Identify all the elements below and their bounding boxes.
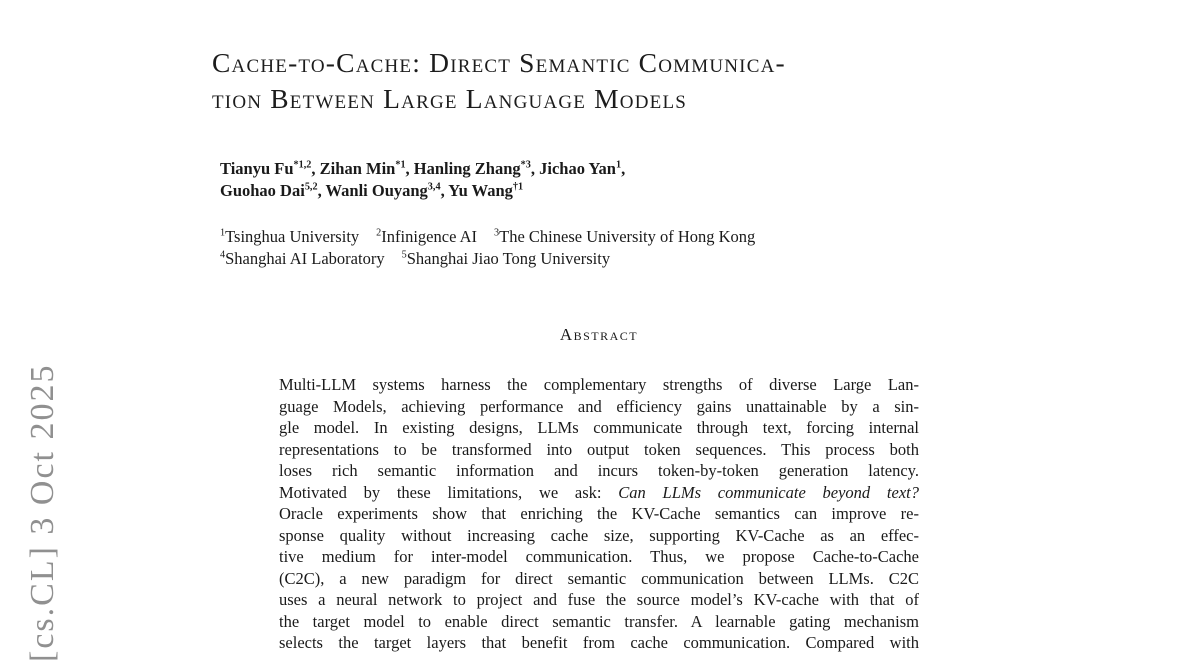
affiliation: $^5$Shanghai Jiao Tong University: [401, 249, 611, 268]
affiliation: $^2$Infinigence AI: [376, 227, 478, 246]
author-affiliation-marker: 5,2: [304, 181, 318, 192]
abstract-line: sponse quality without increasing cache size, supporting KV-Cache as an effec-: [279, 525, 919, 545]
abstract-line: tive medium for inter-model communication. Thus, we propose Cache-to-Cache: [279, 547, 919, 566]
author: Hanling Zhang$^{*3}$,: [413, 159, 540, 178]
author: Zihan Min$^{*1}$,: [319, 159, 414, 178]
abstract-line: loses rich semantic information and incurs token-by-token generation latency.: [279, 461, 919, 480]
arxiv-watermark: [cs.CL] 3 Oct 2025: [24, 363, 61, 662]
abstract-heading: Abstract: [559, 325, 639, 344]
abstract-line: Motivated by these limitations, we ask: Can LLMs communicate beyond text?: [279, 482, 919, 502]
author: Jichao Yan$^1$,: [539, 159, 626, 178]
abstract-line: gle model. In existing designs, LLMs communicate through text, forcing internal: [279, 418, 919, 437]
abstract-line: guage Models, achieving performance and efficiency gains unattainable by a sin-: [279, 396, 919, 416]
author-affiliation-marker: *1,2: [293, 159, 312, 171]
author-affiliation-marker: †1: [512, 181, 524, 192]
abstract-line: representations to be transformed into output token sequences. This process both: [279, 439, 919, 459]
affiliations-line1: [220, 226, 755, 248]
authors-line2: [220, 180, 625, 202]
authors: [220, 158, 625, 201]
affiliation: $^1$Tsinghua University: [220, 227, 360, 246]
author-affiliation-marker: 3,4: [427, 181, 441, 192]
abstract-body: [279, 374, 919, 654]
author-affiliation-marker: *3: [520, 159, 531, 171]
affiliation-marker: 4: [220, 249, 226, 261]
abstract-line: uses a neural network to project and fuse the source model’s KV-cache with that of: [279, 590, 919, 609]
author-affiliation-marker: *1: [395, 159, 406, 171]
abstract-line: selects the target layers that benefit from cache communication. Compared with: [279, 633, 919, 652]
abstract-line: Multi-LLM systems harness the complementary strengths of diverse Large Lan-: [279, 375, 919, 394]
paper-title-line1: Cache-to-Cache: Direct Semantic Communica-: [212, 47, 786, 78]
affiliation-marker: 2: [376, 227, 382, 239]
author-affiliation-marker: 1: [615, 159, 622, 171]
affiliations-line2: [220, 248, 755, 270]
abstract-line: Oracle experiments show that enriching the KV-Cache semantics can improve re-: [279, 504, 919, 523]
paper-title: [212, 45, 786, 117]
affiliation: $^3$The Chinese University of Hong Kong: [494, 227, 756, 246]
paper-title-line2: tion Between Large Language Models: [212, 83, 688, 114]
affiliation: $^4$Shanghai AI Laboratory: [220, 249, 385, 268]
abstract-line: (C2C), a new paradigm for direct semantic communication between LLMs. C2C: [279, 568, 919, 588]
affiliations: [220, 226, 755, 270]
abstract-line: the target model to enable direct semantic transfer. A learnable gating mechanism: [279, 611, 919, 631]
author: Yu Wang$^{\dagger 1}$: [448, 180, 524, 200]
affiliation-marker: 3: [494, 227, 500, 239]
affiliation-marker: 1: [220, 227, 226, 239]
author: Wanli Ouyang$^{3,4}$,: [325, 180, 449, 200]
author: Tianyu Fu$^{*1,2}$,: [220, 159, 320, 178]
authors-line1: [220, 158, 625, 180]
affiliation-marker: 5: [401, 249, 407, 261]
author: Guohao Dai$^{5,2}$,: [220, 180, 326, 200]
